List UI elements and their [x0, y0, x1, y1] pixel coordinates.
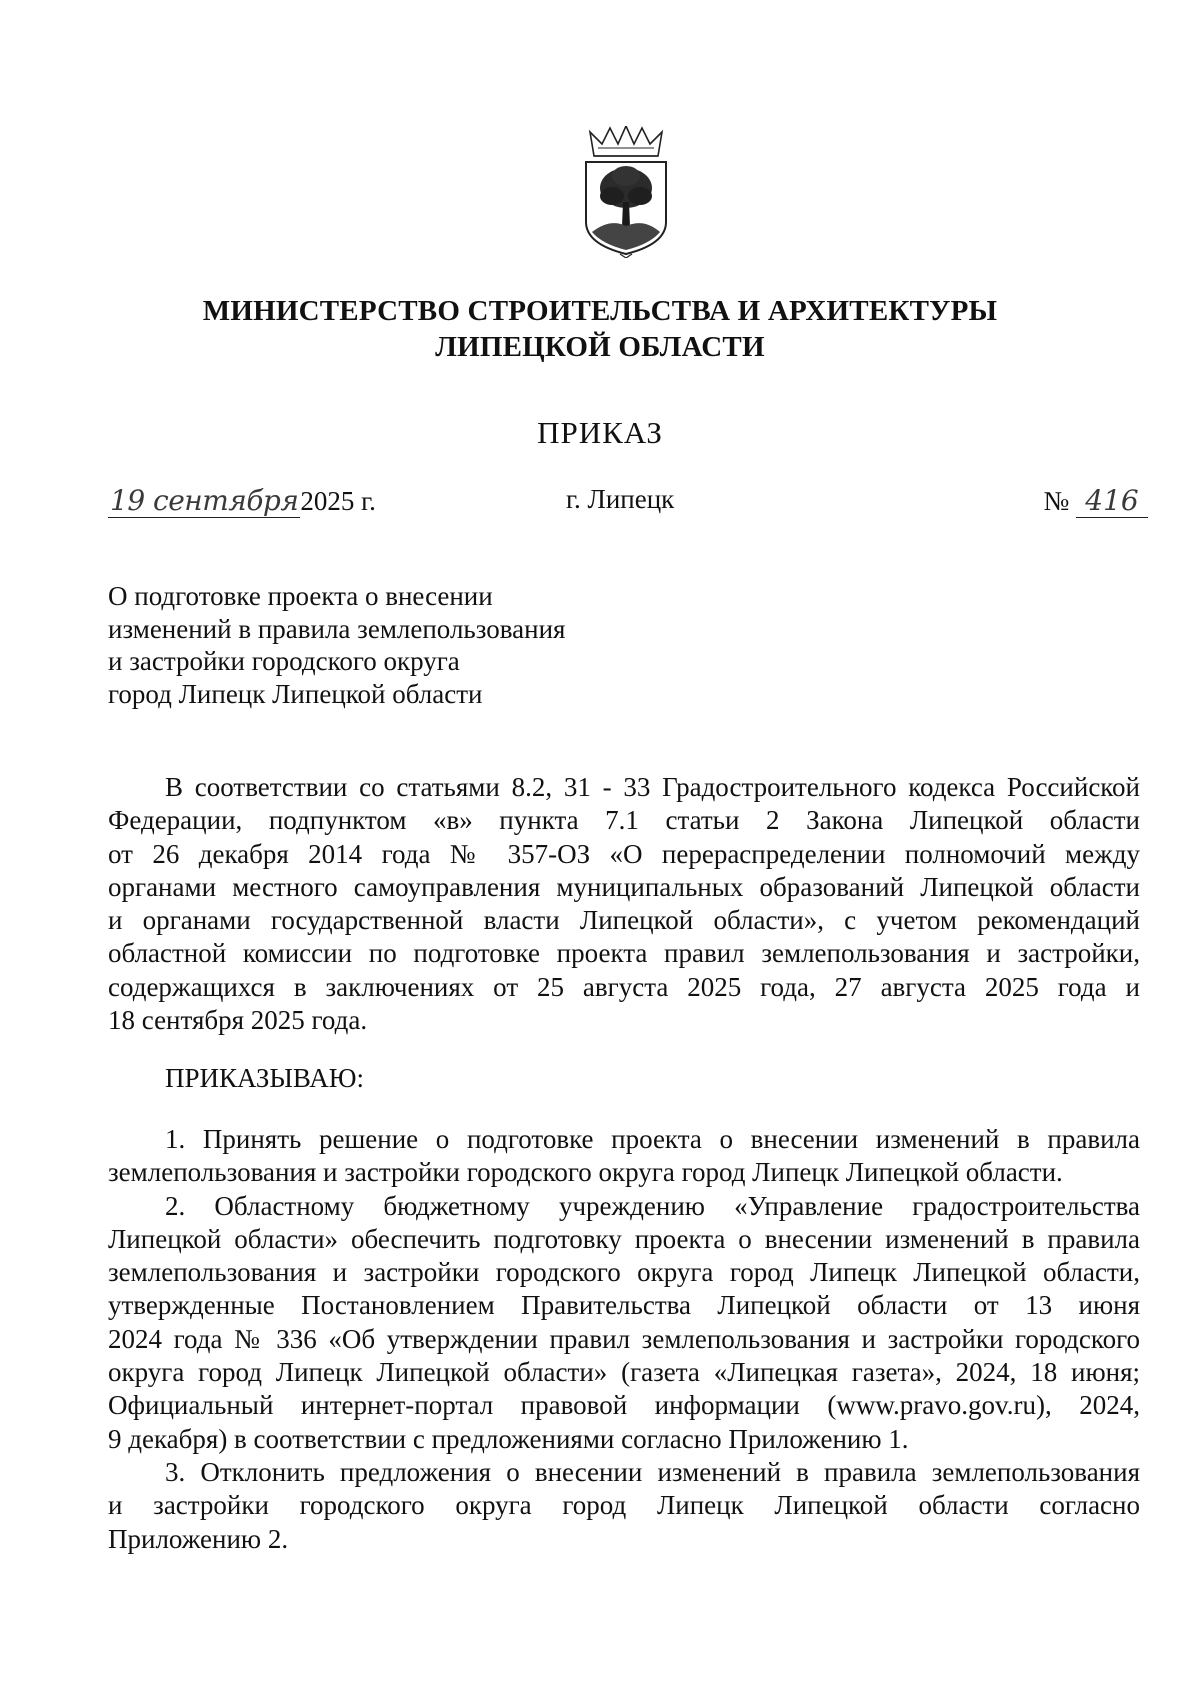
- subject-line: и застройки городского округа: [108, 646, 460, 676]
- item-line: утвержденные Постановлением Правительства Липецкой области от 13 июня: [108, 1290, 1140, 1321]
- order-item-3: [108, 1456, 1140, 1556]
- preamble-line: областной комиссии по подготовке проекта правил землепользования и застройки,: [108, 938, 1140, 969]
- handwritten-date: 19 сентября: [110, 484, 299, 517]
- order-item-1: [108, 1123, 1140, 1190]
- preamble-line: и органами государственной власти Липецкой области», с учетом рекомендаций: [108, 905, 1140, 936]
- handwritten-number: 416: [1076, 484, 1148, 518]
- order-number: [1043, 484, 1148, 518]
- coat-of-arms-emblem: [580, 126, 672, 258]
- number-sign: №: [1043, 486, 1070, 516]
- ministry-name-line2: ЛИПЕЦКОЙ ОБЛАСТИ: [435, 331, 765, 363]
- ministry-header: [150, 293, 1050, 365]
- item-line: 2024 года № 336 «Об утверждении правил землепользования и застройки городского: [108, 1323, 1140, 1354]
- item-line: Официальный интернет-портал правовой информации (www.pravo.gov.ru), 2024,: [108, 1390, 1140, 1421]
- preamble-line: содержащихся в заключениях от 25 августа 2025 года, 27 августа 2025 года и: [108, 971, 1140, 1002]
- item-line: и застройки городского округа город Липецк Липецкой области согласно: [108, 1490, 1140, 1521]
- preamble-line: от 26 декабря 2014 года № 357-ОЗ «О перераспределении полномочий между: [108, 838, 1140, 869]
- date-number-line: [108, 478, 1148, 522]
- item-line: 2. Областному бюджетному учреждению «Управление градостроительства: [165, 1190, 1140, 1221]
- order-date: [108, 484, 376, 518]
- subject-line: изменений в правила землепользования: [108, 613, 566, 644]
- item-line: землепользования и застройки городского округа город Липецк Липецкой области,: [108, 1257, 1140, 1288]
- ministry-name-line1: МИНИСТЕРСТВО СТРОИТЕЛЬСТВА И АРХИТЕКТУРЫ: [202, 295, 998, 327]
- item-line: округа город Липецк Липецкой области» (газета «Липецкая газета», 2024, 18 июня;: [108, 1357, 1140, 1388]
- decree-word: ПРИКАЗЫВАЮ:: [165, 1063, 364, 1093]
- preamble-line: В соответствии со статьями 8.2, 31 - 33 Градостроительного кодекса Российской: [165, 772, 1140, 802]
- item-line: 9 декабря) в соответствии с предложениями согласно Приложению 1.: [108, 1423, 909, 1454]
- item-line: Липецкой области» обеспечить подготовку проекта о внесении изменений в правила: [108, 1223, 1140, 1254]
- order-subject: [108, 580, 668, 710]
- order-title: ПРИКАЗ: [537, 415, 663, 450]
- preamble-paragraph: [108, 771, 1140, 1037]
- item-line: Приложению 2.: [108, 1523, 289, 1554]
- item-line: 1. Принять решение о подготовке проекта о внесении изменений в правила: [165, 1124, 1140, 1154]
- subject-line: О подготовке проекта о внесении: [108, 581, 493, 611]
- order-item-2: [108, 1190, 1140, 1456]
- item-line: 3. Отклонить предложения о внесении изменений в правила землепользования: [165, 1456, 1140, 1487]
- date-year: 2025 г.: [300, 486, 376, 516]
- preamble-line: 18 сентября 2025 года.: [108, 1005, 368, 1036]
- preamble-line: Федерации, подпунктом «в» пункта 7.1 статьи 2 Закона Липецкой области: [108, 805, 1140, 836]
- order-city: г. Липецк: [566, 484, 675, 514]
- order-items: [108, 1123, 1140, 1556]
- preamble-line: органами местного самоуправления муниципальных образований Липецкой области: [108, 871, 1140, 902]
- subject-line: город Липецк Липецкой области: [108, 678, 483, 709]
- item-line: землепользования и застройки городского округа город Липецк Липецкой области.: [108, 1157, 1063, 1188]
